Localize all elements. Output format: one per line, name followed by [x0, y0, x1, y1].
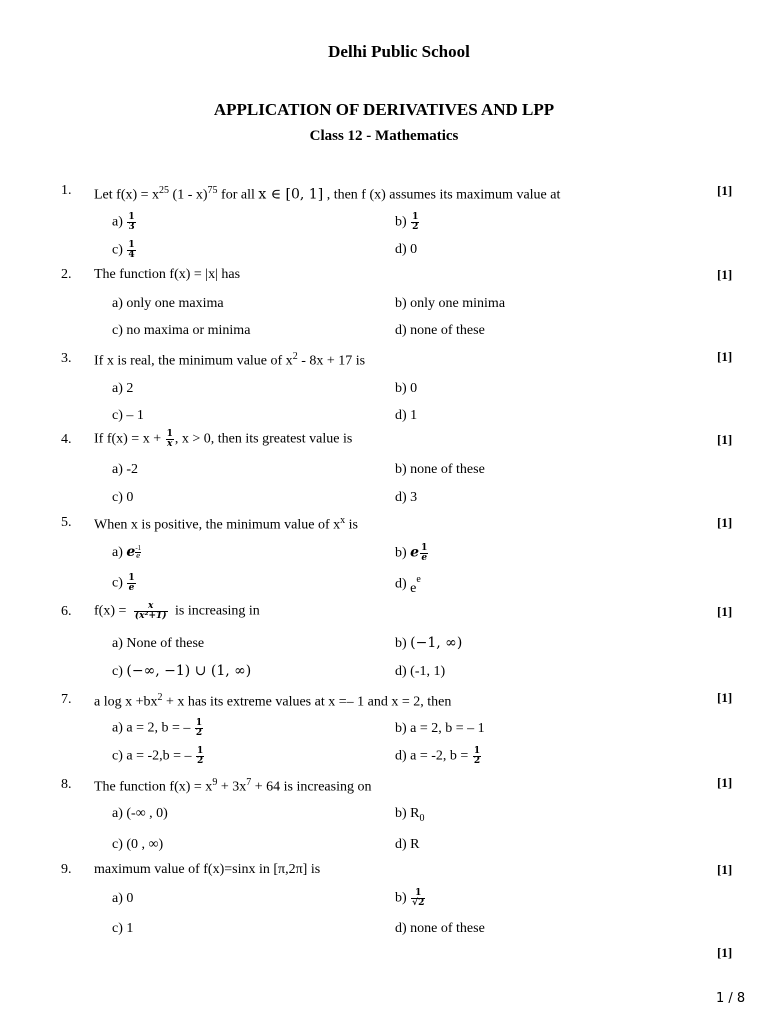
option-c: c) $\frac{1}{4}$ [112, 240, 135, 260]
option-a: a) 2 [112, 381, 134, 396]
page-subtitle: Class 12 - Mathematics [309, 128, 459, 144]
option-a: a) only one maxima [112, 296, 224, 311]
question-text: If f(x) = x + $\frac{1}{x}$ , x > 0, then its greatest value is [94, 429, 353, 449]
option-b: b) e $\frac{1}{e}$ [395, 543, 428, 563]
question-text: Let $f(x) = x^{25}$ (1 - x)$^{75}$ for all x ∈ [0, 1] , then f (x) assumes its maximum value at [94, 185, 561, 203]
option-c: c) a = -2,b = – $\frac{1}{2}$ [112, 746, 204, 766]
question-marks: [1] [717, 515, 733, 530]
option-b: b) (−1, ∞) [395, 635, 463, 651]
option-a: a) a = 2, b = – $\frac{1}{2}$ [112, 718, 203, 738]
question-number: 7. [61, 692, 72, 707]
option-c: c) 0 [112, 490, 134, 505]
question-number: 9. [61, 862, 72, 877]
option-b: b) only one minima [395, 296, 506, 311]
option-c: c) no maxima or minima [112, 323, 251, 338]
option-b: b) 0 [395, 381, 418, 396]
option-c: c) – 1 [112, 408, 144, 423]
option-c: c) 1 [112, 921, 134, 936]
question-text: If x is real, the minimum value of $x^2 - 8x + 17$ is [94, 351, 366, 369]
question-marks: [1] [717, 862, 733, 877]
option-d: d) R [395, 837, 420, 852]
option-b: b) $R_0$ [395, 806, 425, 824]
question-marks: [1] [717, 775, 733, 790]
school-name: Delhi Public School [328, 42, 470, 61]
option-a: a) e $^{\frac{-1}{e}}$ [112, 544, 142, 560]
question-number: 6. [61, 604, 72, 619]
question-number: 1. [61, 183, 72, 198]
question-text: f(x) = $\frac{x}{\text{(x²+1)}}$ is increasing in [94, 601, 260, 621]
option-a: a) -2 [112, 462, 139, 477]
question-marks: [1] [717, 945, 733, 960]
option-d: d) (-1, 1) [395, 664, 446, 679]
option-b: b) $\frac{1}{√2}$ [395, 888, 425, 908]
option-d: d) none of these [395, 921, 485, 936]
question-marks: [1] [717, 604, 733, 619]
question-text: The function $f(x) = x^9 + 3x^7 + 64$ is increasing on [94, 777, 372, 795]
option-b: b) none of these [395, 462, 485, 477]
question-marks: [1] [717, 267, 733, 282]
option-b: b) $\frac{1}{2}$ [395, 212, 419, 232]
option-d: d) 1 [395, 408, 418, 423]
option-c: c) (−∞, −1) ∪ (1, ∞) [112, 663, 252, 679]
question-number: 3. [61, 351, 72, 366]
question-marks: [1] [717, 690, 733, 705]
question-number: 5. [61, 515, 72, 530]
question-number: 8. [61, 777, 72, 792]
option-d: d) $e^e$ [395, 574, 421, 596]
question-text: When x is positive, the minimum value of $x^x$ is [94, 515, 358, 533]
question-text: a $\log x +bx^2 + x$ has its extreme values at x =– 1 and x = 2, then [94, 692, 452, 710]
question-marks: [1] [717, 432, 733, 447]
page-title: APPLICATION OF DERIVATIVES AND LPP [213, 100, 555, 119]
option-d: d) 0 [395, 242, 418, 257]
option-d: d) 3 [395, 490, 418, 505]
question-text: maximum value of f(x)=sinx in [π,2π] is [94, 862, 321, 877]
page-number: 1 / 8 [716, 991, 746, 1006]
option-c: c) (0 , ∞) [112, 837, 164, 852]
option-d: d) a = -2, b = $\frac{1}{2}$ [395, 746, 481, 766]
option-a: a) None of these [112, 636, 205, 651]
option-a: a) 0 [112, 891, 134, 906]
option-a: a) $\frac{1}{3}$ [112, 212, 135, 232]
question-text: The function f(x) = |x| has [94, 267, 241, 282]
option-c: c) $\frac{1}{e}$ [112, 573, 135, 593]
option-b: b) a = 2, b = – 1 [395, 721, 485, 736]
option-a: a) (-∞ , 0) [112, 806, 168, 821]
question-marks: [1] [717, 349, 733, 364]
question-marks: [1] [717, 183, 733, 198]
option-d: d) none of these [395, 323, 485, 338]
question-number: 2. [61, 267, 72, 282]
question-number: 4. [61, 432, 72, 447]
